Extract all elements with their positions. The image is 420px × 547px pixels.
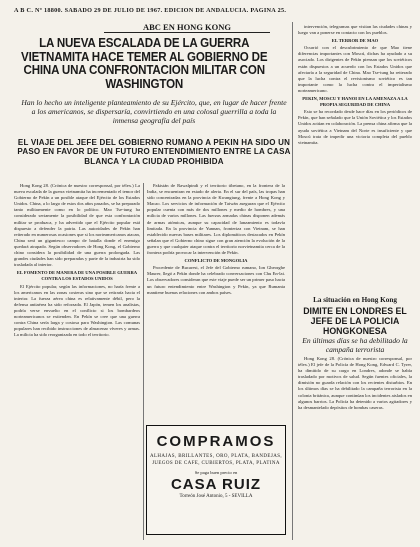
- hong-kong-deck: En últimas días se ha debilitado la campaña terrorista: [302, 336, 408, 354]
- article-column-1: [14, 183, 140, 540]
- running-head: A B C. Nº 18800. SABADO 29 DE JULIO DE 1967. EDICION DE ANDALUCIA. PAGINA 25.: [14, 7, 287, 14]
- article-subheading: PEKIN, MOSCU Y HANOI EN LA AMENAZA A LA PROPIA SEGURIDAD DE CHINA: [302, 96, 408, 108]
- article-column-3-lower: [298, 356, 412, 540]
- column-rule: [292, 22, 293, 540]
- article-paragraph: Procedente de Bucarest, el Jefe del Gobierno rumano, Ion Gheorghe Maurer, llegó a Pekín donde ha celebrado conversaciones con Chu En-lai. Los observadores consideran que este viaje puede ser un primer paso hacia un futuro entendimiento entre Washington y Pekín, ya que Rumania mantiene buenas relaciones con ambos países.: [147, 265, 285, 295]
- ad-note: Se paga buen precio en: [194, 470, 238, 475]
- article-paragraph: Pakistán de Rawalpindi y el territorio tibetano, en la frontera de la India, se encuentran en estado de alerta. En el sur del país, las tropas han sido concentradas en la provincia de Kwangtung, frente a Hong Kong y Macao. Los servicios de información de Taiwán aseguran que el Ejército popular cuenta con más de dos millones y medio de hombres, y una milicia de varios millones. Las fuerzas armadas chinas disponen además de armas atómicas, aunque su capacidad de lanzamiento es todavía limitada. En la provincia de Yunnan, fronteriza con Vietnam, se han establecido nuevas bases militares. Los diplomáticos destacados en Pekín señalan que el Gobierno chino sigue con gran atención la evolución de la guerra y que cualquier ataque contra el territorio norvietnamita cerca de la frontera podría provocar la intervención de Pekín.: [147, 183, 285, 256]
- headline-deck-secondary: EL VIAJE DEL JEFE DEL GOBIERNO RUMANO A PEKIN HA SIDO UN PASO EN FAVOR DE UN FUTURO ENTENDIMIENTO ENTRE LA CASA BLANCA Y LA CIUDAD PROHIBIDA: [17, 138, 291, 166]
- hong-kong-headline: DIMITE EN LONDRES EL JEFE DE LA POLICIA HONGKONESA: [303, 306, 407, 336]
- hong-kong-kicker: La situación en Hong Kong: [313, 296, 397, 304]
- column-rule: [143, 183, 144, 540]
- article-paragraph: Hong Kong 28. (Crónica de nuestro corresponsal, por télex.) La nueva escalada de la guerra vietnamita ha incrementado el temor del Gobierno de Pekín a un posible ataque del Ejército de los Estados Unidos. China, a lo largo de estos dos años pasados, se ha preparado tanto militarmente como en lo político. Mao Tse-tung ha considerado seriamente la posibilidad de que esta confrontación militar se produzca, y ha advertido que el Ejército popular está dispuesto a defender la patria. Las autoridades de Pekín han reiterado en numerosas ocasiones que si los norteamericanos atacan, China será un gigantesco campo de batalla donde el enemigo quedará atrapado. Según observadores de Hong Kong, el Gobierno chino considera la posibilidad de una guerra prolongada. Las grandes ciudades han sido preparadas y parte de la industria ha sido trasladada al interior.: [14, 183, 140, 268]
- ad-title: COMPRAMOS: [156, 433, 276, 450]
- main-headline: LA NUEVA ESCALADA DE LA GUERRA VIETNAMITA HACE TEMER AL GOBIERNO DE CHINA UNA CONFRONTACION MILITAR CON WASHINGTON: [21, 36, 268, 91]
- article-paragraph: intervención, telegramas que visitan las ciudades chinas y luego van a ponerse en contacto con los pueblos.: [298, 24, 412, 36]
- article-paragraph: Ocurrió con el descubrimiento de que Mao tiene diferencias importantes con Moscú, dichas ha ayudado a su asociado. Los dirigentes de Pekín piensan que los soviéticos están dispuestos a un acuerdo con los Estados Unidos que afectaría a la seguridad de China. Mao Tse-tung ha reiterado que la lucha contra el revisionismo soviético es tan importante como la lucha contra el imperialismo norteamericano.: [298, 45, 412, 93]
- article-subheading: EL TERROR DE MAO: [331, 38, 379, 44]
- article-column-2: [147, 183, 285, 421]
- article-paragraph: Hong Kong 28. (Crónica de nuestro corresponsal, por télex.) El jefe de la Policía de Hong Kong, Edward C. Tyrer, ha dimitido de su cargo en Londres, adonde se había trasladado por motivos de salud. Según fuentes oficiales, la dimisión no guarda relación con los recientes disturbios. En los últimos días se ha debilitado la campaña terrorista en la colonia británica, aunque continúan los incidentes aislados en algunos barrios. La Policía ha detenido a varios agitadores y ha desmantelado depósitos de bombas caseras.: [298, 356, 412, 410]
- article-paragraph: Esto se ha recordado desde hace días en los periódicos de Pekín, que han señalado que la Unión Soviética y los Estados Unidos actúan en colaboración. La prensa china afirma que la ayuda soviética a Vietnam del Norte es insuficiente y que Moscú trata de impedir una victoria completa del pueblo vietnamita.: [298, 109, 412, 145]
- section-kicker: ABC EN HONG KONG: [104, 22, 270, 33]
- article-paragraph: El Ejército popular, según las informaciones, no haría frente a los americanos en las zonas costeras sino que se retiraría hacia el interior. La fuerza aérea china es relativamente débil, pero la defensa antiaérea ha sido reforzada. El Japón, temen los analistas, podría verse envuelto en el conflicto si los bombardeos norteamericanos se extienden. En Pekín se cree que una guerra contra China sería larga y costosa para Washington. Las comunas populares han recibido instrucciones de almacenar víveres y armas. La milicia ha sido reorganizada en todo el territorio.: [14, 283, 140, 338]
- advertisement-box: [146, 425, 286, 535]
- article-subheading: CONFLICTO DE MONGOLIA: [184, 258, 248, 264]
- ad-address: Torreón José Antonio, 5 - SEVILLA: [179, 494, 253, 499]
- ad-shop-name: CASA RUIZ: [170, 476, 262, 493]
- ad-items: ALHAJAS, BRILLANTES, ORO, PLATA, BANDEJAS, JUEGOS DE CAFE, CUBIERTOS, PLATA, PLATINA: [149, 454, 283, 466]
- article-column-3: [298, 24, 412, 292]
- headline-deck: Han lo hecho un inteligente planteamiento de su Ejército, que, en lugar de hacer frente a los americanos, se dispersaría, convirtiendo en una colosal guerrilla a toda la inmensa geografía del país: [21, 98, 287, 125]
- article-subheading: EL FOMENTO DE MANERA DE UNA POSIBLE GUERRA CONTRA LOS ESTADOS UNIDOS: [16, 270, 138, 282]
